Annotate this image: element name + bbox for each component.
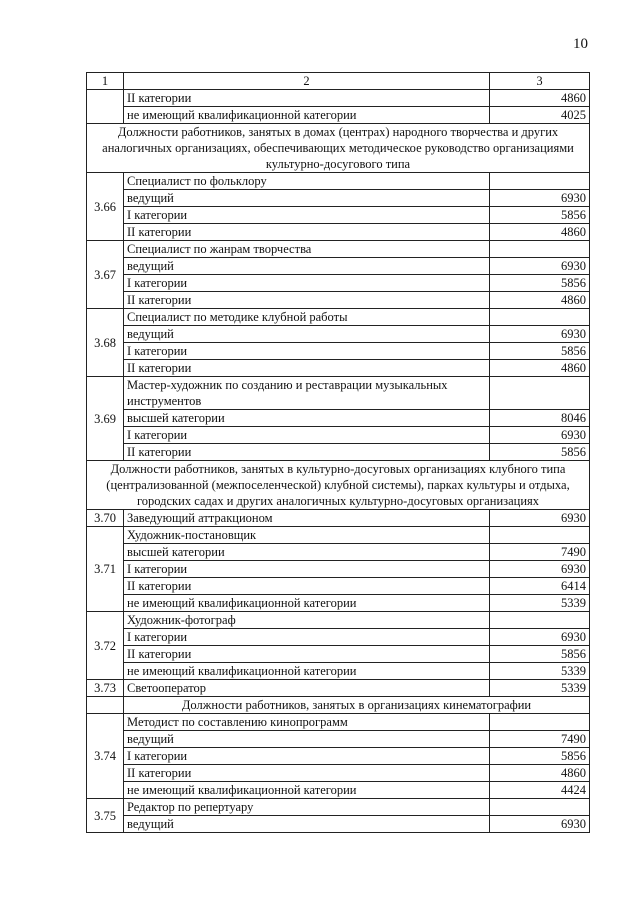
- table-row: [87, 292, 590, 309]
- salary-value: 5339: [490, 663, 590, 680]
- position-label: не имеющий квалификационной категории: [124, 782, 490, 799]
- table-row: [87, 343, 590, 360]
- table-row: [87, 595, 590, 612]
- position-label: I категории: [124, 561, 490, 578]
- position-label: высшей категории: [124, 410, 490, 427]
- table-row: [87, 748, 590, 765]
- position-title: Художник-постановщик: [124, 527, 490, 544]
- salary-value: [490, 377, 590, 410]
- table-row: [87, 360, 590, 377]
- position-title: Светооператор: [124, 680, 490, 697]
- salary-value: 6930: [490, 326, 590, 343]
- position-title: Специалист по фольклору: [124, 173, 490, 190]
- salary-value: 5856: [490, 444, 590, 461]
- table-row: [87, 427, 590, 444]
- salary-value: 7490: [490, 731, 590, 748]
- position-label: не имеющий квалификационной категории: [124, 107, 490, 124]
- salary-value: 5856: [490, 646, 590, 663]
- table-row: [87, 173, 590, 190]
- table-row: [87, 410, 590, 427]
- salary-value: 4860: [490, 765, 590, 782]
- table-row: [87, 527, 590, 544]
- table-row: [87, 612, 590, 629]
- salary-value: 4860: [490, 90, 590, 107]
- position-label: II категории: [124, 90, 490, 107]
- position-title: Методист по составлению кинопрограмм: [124, 714, 490, 731]
- salary-value: [490, 799, 590, 816]
- position-title: Художник-фотограф: [124, 612, 490, 629]
- salary-value: 4860: [490, 224, 590, 241]
- item-number: 3.75: [87, 799, 124, 833]
- salary-value: [490, 173, 590, 190]
- position-label: I категории: [124, 748, 490, 765]
- position-label: II категории: [124, 292, 490, 309]
- table-row: [87, 510, 590, 527]
- position-label: не имеющий квалификационной категории: [124, 595, 490, 612]
- position-title: Специалист по методике клубной работы: [124, 309, 490, 326]
- salary-value: 5856: [490, 207, 590, 224]
- table-row: [87, 326, 590, 343]
- position-label: ведущий: [124, 258, 490, 275]
- position-title: Редактор по репертуару: [124, 799, 490, 816]
- salary-value: 7490: [490, 544, 590, 561]
- table-row: [87, 629, 590, 646]
- salary-value: 5856: [490, 343, 590, 360]
- table-row: [87, 578, 590, 595]
- salary-value: 6930: [490, 427, 590, 444]
- position-label: высшей категории: [124, 544, 490, 561]
- salary-value: [490, 612, 590, 629]
- position-title: Заведующий аттракционом: [124, 510, 490, 527]
- salary-value: 5856: [490, 748, 590, 765]
- salary-value: 4025: [490, 107, 590, 124]
- salary-value: 6930: [490, 629, 590, 646]
- table-row: [87, 107, 590, 124]
- position-label: ведущий: [124, 190, 490, 207]
- section-heading: Должности работников, занятых в культурно-досуговых организациях клубного типа (централизованной (межпоселенческой) клубной системы), парках культуры и отдыха, городских садах и других аналогичных культурно-досуговых организациях: [87, 461, 590, 510]
- position-label: II категории: [124, 360, 490, 377]
- table-row: [87, 90, 590, 107]
- table-row: [87, 241, 590, 258]
- table-row: [87, 663, 590, 680]
- item-number: 3.74: [87, 714, 124, 799]
- salary-value: 4860: [490, 360, 590, 377]
- number-cell: [87, 90, 124, 124]
- salary-value: 4424: [490, 782, 590, 799]
- section-heading-row: [87, 124, 590, 173]
- salary-value: 6930: [490, 510, 590, 527]
- page-number: 10: [573, 36, 588, 52]
- position-label: II категории: [124, 224, 490, 241]
- salary-value: 8046: [490, 410, 590, 427]
- table-row: [87, 561, 590, 578]
- table-row: [87, 816, 590, 833]
- table-row: [87, 275, 590, 292]
- header-col-1: 1: [87, 73, 124, 90]
- table-row: [87, 258, 590, 275]
- section-heading: Должности работников, занятых в домах (центрах) народного творчества и других аналогичных организациях, обеспечивающих методическое руководство организациями культурно-досугового типа: [87, 124, 590, 173]
- position-title: Специалист по жанрам творчества: [124, 241, 490, 258]
- item-number: 3.70: [87, 510, 124, 527]
- header-col-3: 3: [490, 73, 590, 90]
- table-row: [87, 190, 590, 207]
- salary-value: 4860: [490, 292, 590, 309]
- position-label: I категории: [124, 343, 490, 360]
- salary-value: [490, 309, 590, 326]
- item-number: 3.73: [87, 680, 124, 697]
- item-number: 3.69: [87, 377, 124, 461]
- table-row: [87, 224, 590, 241]
- salary-value: 6930: [490, 816, 590, 833]
- salary-value: [490, 527, 590, 544]
- item-number: 3.67: [87, 241, 124, 309]
- table-row: [87, 309, 590, 326]
- salary-value: 6930: [490, 561, 590, 578]
- table-row: [87, 207, 590, 224]
- position-label: ведущий: [124, 326, 490, 343]
- table-row: [87, 731, 590, 748]
- salary-value: [490, 714, 590, 731]
- table-row: [87, 544, 590, 561]
- table-row: [87, 377, 590, 410]
- section-heading-row: [87, 461, 590, 510]
- item-number: 3.68: [87, 309, 124, 377]
- salary-value: 6930: [490, 258, 590, 275]
- table-row: [87, 799, 590, 816]
- position-label: ведущий: [124, 731, 490, 748]
- salary-value: [490, 241, 590, 258]
- position-label: ведущий: [124, 816, 490, 833]
- position-title: Мастер-художник по созданию и реставрации музыкальных инструментов: [124, 377, 490, 410]
- table-row: [87, 765, 590, 782]
- table-row: [87, 680, 590, 697]
- salary-value: 6414: [490, 578, 590, 595]
- header-col-2: 2: [124, 73, 490, 90]
- table-row: [87, 714, 590, 731]
- salary-table: [86, 72, 590, 833]
- table-row: [87, 444, 590, 461]
- table-header-row: [87, 73, 590, 90]
- position-label: I категории: [124, 207, 490, 224]
- position-label: II категории: [124, 444, 490, 461]
- salary-value: 6930: [490, 190, 590, 207]
- item-number: 3.66: [87, 173, 124, 241]
- section-heading: Должности работников, занятых в организациях кинематографии: [124, 697, 590, 714]
- section-heading-row: [87, 697, 590, 714]
- position-label: I категории: [124, 275, 490, 292]
- table-row: [87, 646, 590, 663]
- position-label: I категории: [124, 629, 490, 646]
- salary-value: 5339: [490, 680, 590, 697]
- position-label: не имеющий квалификационной категории: [124, 663, 490, 680]
- salary-value: 5856: [490, 275, 590, 292]
- position-label: II категории: [124, 646, 490, 663]
- table-row: [87, 782, 590, 799]
- salary-value: 5339: [490, 595, 590, 612]
- position-label: II категории: [124, 765, 490, 782]
- position-label: II категории: [124, 578, 490, 595]
- position-label: I категории: [124, 427, 490, 444]
- number-cell: [87, 697, 124, 714]
- item-number: 3.72: [87, 612, 124, 680]
- item-number: 3.71: [87, 527, 124, 612]
